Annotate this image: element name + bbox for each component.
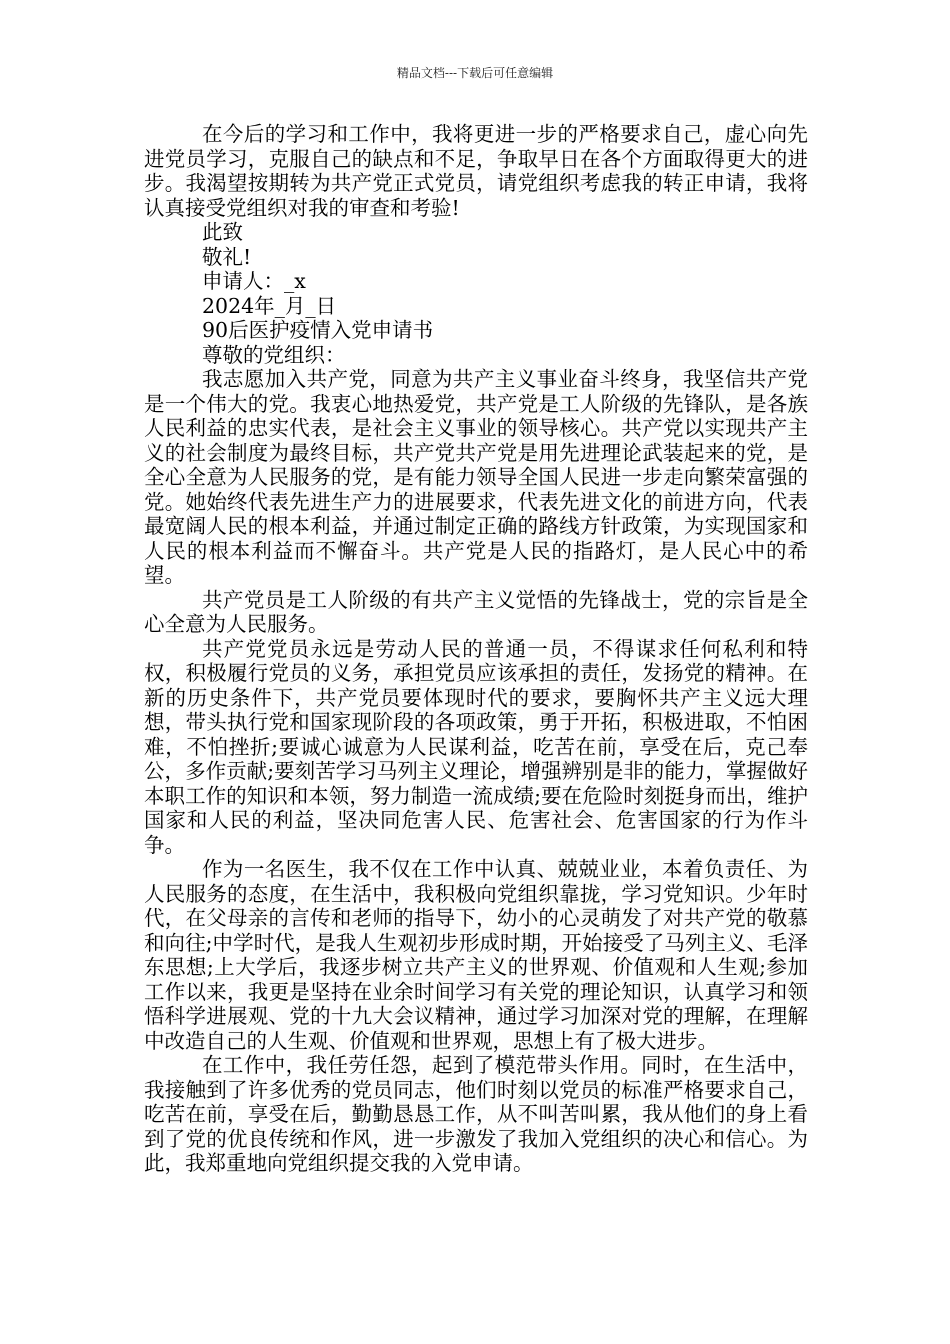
closing-regards: 敬礼!: [202, 244, 252, 269]
paragraph: 在今后的学习和工作中，我将更进一步的严格要求自己，虚心向先进党员学习，克服自己的缺点和不足，争取早日在各个方面取得更大的进步。我渴望按期转为共产党正式党员，请党组织考虑我的转正申请，我将认真接受党组织对我的审查和考验!: [144, 122, 808, 220]
paragraph: 作为一名医生，我不仅在工作中认真、兢兢业业，本着负责任、为人民服务的态度，在生活中，我积极向党组织靠拢，学习党知识。少年时代，在父母亲的言传和老师的指导下，幼小的心灵萌发了对共产党的敬慕和向往;中学时代，是我人生观初步形成时期，开始接受了马列主义、毛泽东思想;上大学后，我逐步树立共产主义的世界观、价值观和人生观;参加工作以来，我更是坚持在业余时间学习有关党的理论知识，认真学习和领悟科学进展观、党的十九大会议精神，通过学习加深对党的理解，在理解中改造自己的人生观、价值观和世界观，思想上有了极大进步。: [144, 857, 808, 1053]
section-title: 90后医护疫情入党申请书: [202, 318, 434, 342]
paragraph: 我志愿加入共产党，同意为共产主义事业奋斗终身，我坚信共产党是一个伟大的党。我衷心地热爱党，共产党是工人阶级的先锋队，是各族人民利益的忠实代表，是社会主义事业的领导核心。共产党以实现共产主义的社会制度为最终目标，共产党共产党是用先进理论武装起来的党，是全心全意为人民服务的党，是有能力领导全国人民进一步走向繁荣富强的党。她始终代表先进生产力的进展要求，代表先进文化的前进方向，代表最宽阔人民的根本利益，并通过制定正确的路线方针政策，为实现国家和人民的根本利益而不懈奋斗。共产党是人民的指路灯，是人民心中的希望。: [144, 367, 808, 587]
document-body: [144, 122, 808, 1176]
paragraph: 在工作中，我任劳任怨，起到了模范带头作用。同时，在生活中，我接触到了许多优秀的党员同志，他们时刻以党员的标准严格要求自己，吃苦在前，享受在后，勤勤恳恳工作，从不叫苦叫累，我从他们的身上看到了党的优良传统和作风，进一步激发了我加入党组织的决心和信心。为此，我郑重地向党组织提交我的入党申请。: [144, 1053, 808, 1175]
greeting: 尊敬的党组织：: [202, 342, 346, 367]
date-line: 2024年_月_日: [202, 293, 337, 318]
paragraph: 共产党党员永远是劳动人民的普通一员，不得谋求任何私利和特权，积极履行党员的义务，承担党员应该承担的责任，发扬党的精神。在新的历史条件下，共产党员要体现时代的要求，要胸怀共产主义远大理想，带头执行党和国家现阶段的各项政策，勇于开拓，积极进取，不怕困难，不怕挫折;要诚心诚意为人民谋利益，吃苦在前，享受在后，克己奉公，多作贡献;要刻苦学习马列主义理论，增强辨别是非的能力，掌握做好本职工作的知识和本领，努力制造一流成绩;要在危险时刻挺身而出，维护国家和人民的利益，坚决同危害人民、危害社会、危害国家的行为作斗争。: [144, 636, 808, 857]
applicant-line: 申请人：_x: [202, 269, 306, 293]
paragraph: 共产党员是工人阶级的有共产主义觉悟的先锋战士，党的宗旨是全心全意为人民服务。: [144, 587, 808, 636]
closing-salutation: 此致: [202, 220, 243, 244]
page-header: 精品文档---下载后可任意编辑: [396, 66, 554, 80]
